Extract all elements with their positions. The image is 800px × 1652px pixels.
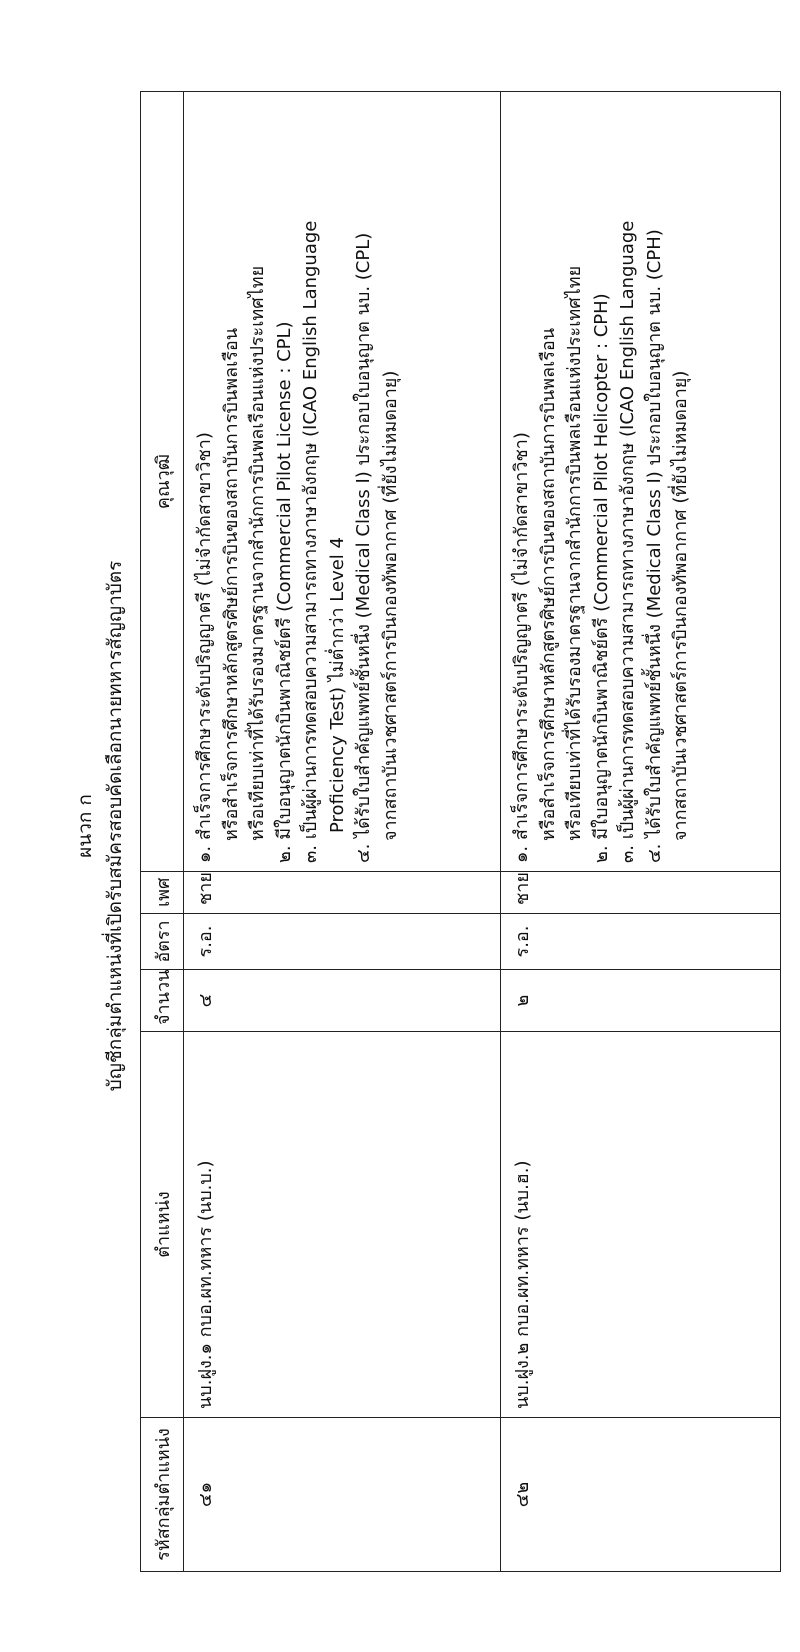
header-sex: เพศ xyxy=(141,872,184,914)
qualification-line: หรือเทียบเท่าที่ได้รับรองมาตรฐานจากสำนักการบินพลเรือนแห่งประเทศไทย xyxy=(247,265,268,841)
qualification-line: ๔. ได้รับใบสำคัญแพทย์ชั้นหนึ่ง (Medical Class I) ประกอบใบอนุญาต นบ. (CPL) xyxy=(353,232,374,863)
qualification-line: ๓. เป็นผู้ผ่านการทดสอบความสามารถทางภาษาอังกฤษ (ICAO English Language xyxy=(300,220,321,863)
cell-position: นบ.ฝูง.๑ กบอ.ผท.ทหาร (นบ.บ.) xyxy=(184,1032,501,1418)
qualification-line: ๑. สำเร็จการศึกษาระดับปริญญาตรี (ไม่จำกัดสาขาวิชา) xyxy=(511,432,532,863)
cell-code: ๔๑ xyxy=(184,1418,501,1572)
positions-table xyxy=(140,91,781,1572)
document-heading: ผนวก ก xyxy=(74,794,96,858)
qualification-line: ๔. ได้รับใบสำคัญแพทย์ชั้นหนึ่ง (Medical Class I) ประกอบใบอนุญาต นบ. (CPH) xyxy=(643,229,665,863)
header-rate: อัตรา xyxy=(141,914,184,970)
qualification-line: ๓. เป็นผู้ผ่านการทดสอบความสามารถทางภาษาอังกฤษ (ICAO English Language xyxy=(617,220,638,863)
cell-qualifications xyxy=(184,92,501,872)
header-code: รหัสกลุ่มตำแหน่ง xyxy=(141,1418,184,1572)
cell-rate: ร.อ. xyxy=(184,914,501,970)
header-quantity: จำนวน xyxy=(141,970,184,1032)
cell-position: นบ.ฝูง.๒ กบอ.ผท.ทหาร (นบ.ฮ.) xyxy=(501,1032,781,1418)
table-row xyxy=(184,92,501,1572)
cell-sex: ชาย xyxy=(184,872,501,914)
header-qualifications: คุณวุฒิ xyxy=(141,92,184,872)
table-header-row xyxy=(141,92,184,1572)
cell-quantity: ๒ xyxy=(501,970,781,1032)
document-subheading: บัญชีกลุ่มตำแหน่งที่เปิดรับสมัครสอบคัดเลือกนายทหารสัญญาบัตร xyxy=(104,560,126,1092)
table-row xyxy=(501,92,781,1572)
cell-sex: ชาย xyxy=(501,872,781,914)
qualification-line: Proficiency Test) ไม่ต่ำกว่า Level 4 xyxy=(326,537,348,833)
qualification-line: ๒. มีใบอนุญาตนักบินพาณิชย์ตรี (Commercial Pilot Helicopter : CPH) xyxy=(590,293,612,863)
qualification-line: ๑. สำเร็จการศึกษาระดับปริญญาตรี (ไม่จำกัดสาขาวิชา) xyxy=(194,432,215,863)
cell-rate: ร.อ. xyxy=(501,914,781,970)
qualification-line: หรือเทียบเท่าที่ได้รับรองมาตรฐานจากสำนักการบินพลเรือนแห่งประเทศไทย xyxy=(564,265,585,841)
qualification-line: ๒. มีใบอนุญาตนักบินพาณิชย์ตรี (Commercial Pilot License : CPL) xyxy=(273,321,295,863)
cell-code: ๔๒ xyxy=(501,1418,781,1572)
header-position: ตำแหน่ง xyxy=(141,1032,184,1418)
qualification-line: จากสถาบันเวชศาสตร์การบินกองทัพอากาศ (ที่ยังไม่หมดอายุ) xyxy=(670,370,691,841)
qualification-line: จากสถาบันเวชศาสตร์การบินกองทัพอากาศ (ที่ยังไม่หมดอายุ) xyxy=(379,370,401,841)
qualification-line: หรือสำเร็จการศึกษาหลักสูตรศิษย์การบินของสถาบันการบินพลเรือน xyxy=(220,327,242,841)
qualification-line: หรือสำเร็จการศึกษาหลักสูตรศิษย์การบินของสถาบันการบินพลเรือน xyxy=(537,327,559,841)
cell-qualifications xyxy=(501,92,781,872)
cell-quantity: ๔ xyxy=(184,970,501,1032)
